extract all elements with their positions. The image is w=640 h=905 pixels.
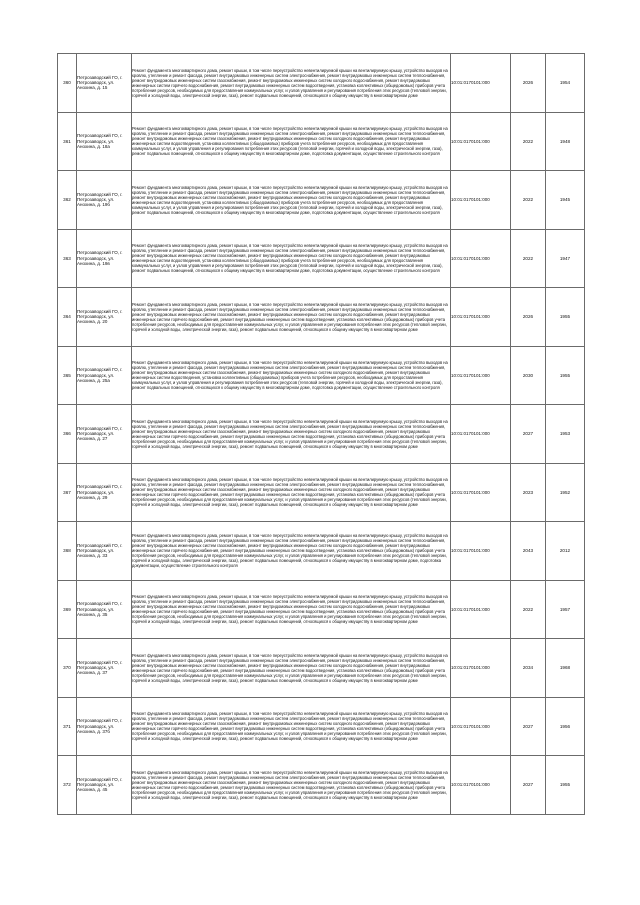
row-number: 363 [58,229,77,288]
row-cadastral-number: 10:01:0170101:000 [451,171,511,230]
row-cadastral-number: 10:01:0170101:000 [451,54,511,113]
row-built-year: 1945 [546,171,585,230]
row-number: 360 [58,54,77,113]
row-number: 371 [58,697,77,756]
row-planned-year: 2022 [511,112,546,171]
table-row [58,580,585,639]
row-planned-year: 2026 [511,54,546,113]
row-address: Петрозаводский ГО, г. Петрозаводск, ул. Анохина, д. 18а [77,112,132,171]
row-number: 372 [58,756,77,815]
row-planned-year: 2022 [511,229,546,288]
row-planned-year: 2030 [511,346,546,405]
row-built-year: 1954 [546,54,585,113]
row-cadastral-number: 10:01:0170101:000 [451,697,511,756]
row-planned-year: 2022 [511,580,546,639]
row-address: Петрозаводский ГО, г. Петрозаводск, ул. Анохина, д. 27 [77,405,132,464]
row-address: Петрозаводский ГО, г. Петрозаводск, ул. Анохина, д. 19в [77,229,132,288]
row-number: 370 [58,639,77,698]
row-address: Петрозаводский ГО, г. Петрозаводск, ул. Анохина, д. 29 [77,463,132,522]
row-number: 364 [58,288,77,347]
row-built-year: 1955 [546,288,585,347]
capital-repair-table [57,53,585,815]
table-row [58,171,585,230]
table-row [58,112,585,171]
row-works: Ремонт фундамента многоквартирного дома, ремонт крыши, в том числе переустройство невентилируемой крыши на вентилируемую крышу, устройство выходов на кровлю, утепление и ремонт фасада, ремонт внутридомовых инженерных систем электроснабжения, ремонт внутридомовых инженерных систем теплоснабжения, ремонт внутридомовых инженерных систем газоснабжения, ремонт внутридомовых инженерных систем холодного водоснабжения, ремонт внутридомовых инженерных систем горячего водоснабжения, ремонт внутридомовых инженерных систем водоотведения, установка коллективных (общедомовых) приборов учета потребления ресурсов, необходимых для предоставления коммунальных услуг, и узлов управления и регулирования потребления этих ресурсов (тепловой энергии, горячей и холодной воды, электрической энергии, газа), ремонт подвальных помещений, относящихся к общему имуществу в многоквартирном доме [132,756,451,815]
row-planned-year: 2034 [511,639,546,698]
row-cadastral-number: 10:01:0170101:000 [451,346,511,405]
table-row [58,522,585,581]
row-address: Петрозаводский ГО, г. Петрозаводск, ул. Анохина, д. 45 [77,756,132,815]
row-number: 361 [58,112,77,171]
row-number: 369 [58,580,77,639]
row-address: Петрозаводский ГО, г. Петрозаводск, ул. Анохина, д. 33 [77,522,132,581]
table-row [58,229,585,288]
row-built-year: 1953 [546,405,585,464]
row-address: Петрозаводский ГО, г. Петрозаводск, ул. Анохина, д. 15 [77,54,132,113]
row-planned-year: 2026 [511,288,546,347]
row-cadastral-number: 10:01:0170101:000 [451,463,511,522]
row-cadastral-number: 10:01:0170101:000 [451,522,511,581]
row-address: Петрозаводский ГО, г. Петрозаводск, ул. Анохина, д. 37 [77,639,132,698]
row-cadastral-number: 10:01:0170101:000 [451,112,511,171]
row-built-year: 2012 [546,522,585,581]
row-built-year: 1968 [546,639,585,698]
row-address: Петрозаводский ГО, г. Петрозаводск, ул. Анохина, д. 19б [77,171,132,230]
row-built-year: 1947 [546,229,585,288]
row-works: Ремонт фундамента многоквартирного дома, ремонт крыши, в том числе переустройство невентилируемой крыши на вентилируемую крышу, устройство выходов на кровлю, утепление и ремонт фасада, ремонт внутридомовых инженерных систем электроснабжения, ремонт внутридомовых инженерных систем теплоснабжения, ремонт внутридомовых инженерных систем газоснабжения, ремонт внутридомовых инженерных систем холодного водоснабжения, ремонт внутридомовых инженерных систем водоотведения, установка коллективных (общедомовых) приборов учета потребления ресурсов, необходимых для предоставления коммунальных услуг, и узлов управления и регулирования потребления этих ресурсов (тепловой энергии, горячей и холодной воды, электрической энергии, газа), ремонт подвальных помещений, относящихся к общему имуществу в многоквартирном доме, подготовка документации, осуществление строительного контроля [132,229,451,288]
row-planned-year: 2027 [511,697,546,756]
row-works: Ремонт фундамента многоквартирного дома, ремонт крыши, в том числе переустройство невентилируемой крыши на вентилируемую крышу, устройство выходов на кровлю, утепление и ремонт фасада, ремонт внутридомовых инженерных систем электроснабжения, ремонт внутридомовых инженерных систем теплоснабжения, ремонт внутридомовых инженерных систем газоснабжения, ремонт внутридомовых инженерных систем холодного водоснабжения, ремонт внутридомовых инженерных систем горячего водоснабжения, ремонт внутридомовых инженерных систем водоотведения, установка коллективных (общедомовых) приборов учета потребления ресурсов, необходимых для предоставления коммунальных услуг, и узлов управления и регулирования потребления этих ресурсов (тепловой энергии, горячей и холодной воды, электрической энергии, газа), ремонт подвальных помещений, относящихся к общему имуществу в многоквартирном доме, подготовка документации, осуществление строительного контроля [132,522,451,581]
row-cadastral-number: 10:01:0170101:000 [451,288,511,347]
row-planned-year: 2023 [511,463,546,522]
document-page [57,53,584,815]
table-row [58,288,585,347]
row-works: Ремонт фундамента многоквартирного дома, ремонт крыши, в том числе переустройство невентилируемой крыши на вентилируемую крышу, устройство выходов на кровлю, утепление и ремонт фасада, ремонт внутридомовых инженерных систем электроснабжения, ремонт внутридомовых инженерных систем теплоснабжения, ремонт внутридомовых инженерных систем газоснабжения, ремонт внутридомовых инженерных систем холодного водоснабжения, ремонт внутридомовых инженерных систем горячего водоснабжения, ремонт внутридомовых инженерных систем водоотведения, установка коллективных (общедомовых) приборов учета потребления ресурсов, необходимых для предоставления коммунальных услуг, и узлов управления и регулирования потребления этих ресурсов (тепловой энергии, горячей и холодной воды, электрической энергии, газа), ремонт подвальных помещений, относящихся к общему имуществу в многоквартирном доме [132,580,451,639]
row-built-year: 1955 [546,346,585,405]
row-number: 362 [58,171,77,230]
row-number: 365 [58,346,77,405]
table-body [58,54,585,815]
row-works: Ремонт фундамента многоквартирного дома, ремонт крыши, в том числе переустройство невентилируемой крыши на вентилируемую крышу, устройство выходов на кровлю, утепление и ремонт фасада, ремонт внутридомовых инженерных систем электроснабжения, ремонт внутридомовых инженерных систем теплоснабжения, ремонт внутридомовых инженерных систем газоснабжения, ремонт внутридомовых инженерных систем холодного водоснабжения, ремонт внутридомовых инженерных систем водоотведения, установка коллективных (общедомовых) приборов учета потребления ресурсов, необходимых для предоставления коммунальных услуг, и узлов управления и регулирования потребления этих ресурсов (тепловой энергии, горячей и холодной воды, электрической энергии, газа), ремонт подвальных помещений, относящихся к общему имуществу в многоквартирном доме, подготовка документации, осуществление строительного контроля [132,346,451,405]
row-works: Ремонт фундамента многоквартирного дома, ремонт крыши, в том числе переустройство невентилируемой крыши на вентилируемую крышу, устройство выходов на кровлю, утепление и ремонт фасада, ремонт внутридомовых инженерных систем электроснабжения, ремонт внутридомовых инженерных систем теплоснабжения, ремонт внутридомовых инженерных систем газоснабжения, ремонт внутридомовых инженерных систем холодного водоснабжения, ремонт внутридомовых инженерных систем горячего водоснабжения, ремонт внутридомовых инженерных систем водоотведения, установка коллективных (общедомовых) приборов учета потребления ресурсов, необходимых для предоставления коммунальных услуг, и узлов управления и регулирования потребления этих ресурсов (тепловой энергии, горячей и холодной воды, электрической энергии, газа), ремонт подвальных помещений, относящихся к общему имуществу в многоквартирном доме [132,288,451,347]
row-address: Петрозаводский ГО, г. Петрозаводск, ул. Анохина, д. 25а [77,346,132,405]
table-row [58,54,585,113]
row-built-year: 1956 [546,697,585,756]
table-row [58,405,585,464]
row-planned-year: 2043 [511,522,546,581]
row-works: Ремонт фундамента многоквартирного дома, ремонт крыши, в том числе переустройство невентилируемой крыши на вентилируемую крышу, устройство выходов на кровлю, утепление и ремонт фасада, ремонт внутридомовых инженерных систем электроснабжения, ремонт внутридомовых инженерных систем теплоснабжения, ремонт внутридомовых инженерных систем газоснабжения, ремонт внутридомовых инженерных систем холодного водоснабжения, ремонт внутридомовых инженерных систем водоотведения, установка коллективных (общедомовых) приборов учета потребления ресурсов, необходимых для предоставления коммунальных услуг, и узлов управления и регулирования потребления этих ресурсов (тепловой энергии, горячей и холодной воды, электрической энергии, газа), ремонт подвальных помещений, относящихся к общему имуществу в многоквартирном доме, подготовка документации, осуществление строительного контроля [132,171,451,230]
row-works: Ремонт фундамента многоквартирного дома, ремонт крыши, в том числе переустройство невентилируемой крыши на вентилируемую крышу, устройство выходов на кровлю, утепление и ремонт фасада, ремонт внутридомовых инженерных систем электроснабжения, ремонт внутридомовых инженерных систем теплоснабжения, ремонт внутридомовых инженерных систем газоснабжения, ремонт внутридомовых инженерных систем холодного водоснабжения, ремонт внутридомовых инженерных систем водоотведения, установка коллективных (общедомовых) приборов учета потребления ресурсов, необходимых для предоставления коммунальных услуг, и узлов управления и регулирования потребления этих ресурсов (тепловой энергии, горячей и холодной воды, электрической энергии, газа), ремонт подвальных помещений, относящихся к общему имуществу в многоквартирном доме, подготовка документации, осуществление строительного контроля [132,112,451,171]
row-planned-year: 2022 [511,171,546,230]
row-works: Ремонт фундамента многоквартирного дома, ремонт крыши, в том числе переустройство невентилируемой крыши на вентилируемую крышу, устройство выходов на кровлю, утепление и ремонт фасада, ремонт внутридомовых инженерных систем электроснабжения, ремонт внутридомовых инженерных систем теплоснабжения, ремонт внутридомовых инженерных систем газоснабжения, ремонт внутридомовых инженерных систем холодного водоснабжения, ремонт внутридомовых инженерных систем горячего водоснабжения, ремонт внутридомовых инженерных систем водоотведения, установка коллективных (общедомовых) приборов учета потребления ресурсов, необходимых для предоставления коммунальных услуг, и узлов управления и регулирования потребления этих ресурсов (тепловой энергии, горячей и холодной воды, электрической энергии, газа), ремонт подвальных помещений, относящихся к общему имуществу в многоквартирном доме [132,54,451,113]
row-works: Ремонт фундамента многоквартирного дома, ремонт крыши, в том числе переустройство невентилируемой крыши на вентилируемую крышу, устройство выходов на кровлю, утепление и ремонт фасада, ремонт внутридомовых инженерных систем электроснабжения, ремонт внутридомовых инженерных систем теплоснабжения, ремонт внутридомовых инженерных систем газоснабжения, ремонт внутридомовых инженерных систем холодного водоснабжения, ремонт внутридомовых инженерных систем горячего водоснабжения, ремонт внутридомовых инженерных систем водоотведения, установка коллективных (общедомовых) приборов учета потребления ресурсов, необходимых для предоставления коммунальных услуг, и узлов управления и регулирования потребления этих ресурсов (тепловой энергии, горячей и холодной воды, электрической энергии, газа), ремонт подвальных помещений, относящихся к общему имуществу в многоквартирном доме [132,405,451,464]
table-row [58,756,585,815]
row-works: Ремонт фундамента многоквартирного дома, ремонт крыши, в том числе переустройство невентилируемой крыши на вентилируемую крышу, устройство выходов на кровлю, утепление и ремонт фасада, ремонт внутридомовых инженерных систем электроснабжения, ремонт внутридомовых инженерных систем теплоснабжения, ремонт внутридомовых инженерных систем газоснабжения, ремонт внутридомовых инженерных систем холодного водоснабжения, ремонт внутридомовых инженерных систем горячего водоснабжения, ремонт внутридомовых инженерных систем водоотведения, установка коллективных (общедомовых) приборов учета потребления ресурсов, необходимых для предоставления коммунальных услуг, и узлов управления и регулирования потребления этих ресурсов (тепловой энергии, горячей и холодной воды, электрической энергии, газа), ремонт подвальных помещений, относящихся к общему имуществу в многоквартирном доме [132,697,451,756]
row-built-year: 1948 [546,112,585,171]
table-row [58,697,585,756]
row-built-year: 1957 [546,580,585,639]
table-row [58,639,585,698]
row-planned-year: 2027 [511,756,546,815]
row-number: 367 [58,463,77,522]
row-cadastral-number: 10:01:0170101:000 [451,229,511,288]
row-number: 366 [58,405,77,464]
table-row [58,463,585,522]
table-row [58,346,585,405]
row-built-year: 1952 [546,463,585,522]
row-built-year: 1955 [546,756,585,815]
row-works: Ремонт фундамента многоквартирного дома, ремонт крыши, в том числе переустройство невентилируемой крыши на вентилируемую крышу, устройство выходов на кровлю, утепление и ремонт фасада, ремонт внутридомовых инженерных систем электроснабжения, ремонт внутридомовых инженерных систем теплоснабжения, ремонт внутридомовых инженерных систем газоснабжения, ремонт внутридомовых инженерных систем холодного водоснабжения, ремонт внутридомовых инженерных систем горячего водоснабжения, ремонт внутридомовых инженерных систем водоотведения, установка коллективных (общедомовых) приборов учета потребления ресурсов, необходимых для предоставления коммунальных услуг, и узлов управления и регулирования потребления этих ресурсов (тепловой энергии, горячей и холодной воды, электрической энергии, газа), ремонт подвальных помещений, относящихся к общему имуществу в многоквартирном доме [132,463,451,522]
row-address: Петрозаводский ГО, г. Петрозаводск, ул. Анохина, д. 37б [77,697,132,756]
row-cadastral-number: 10:01:0170101:000 [451,639,511,698]
row-address: Петрозаводский ГО, г. Петрозаводск, ул. Анохина, д. 35 [77,580,132,639]
row-planned-year: 2027 [511,405,546,464]
row-cadastral-number: 10:01:0170101:000 [451,580,511,639]
row-works: Ремонт фундамента многоквартирного дома, ремонт крыши, в том числе переустройство невентилируемой крыши на вентилируемую крышу, устройство выходов на кровлю, утепление и ремонт фасада, ремонт внутридомовых инженерных систем электроснабжения, ремонт внутридомовых инженерных систем теплоснабжения, ремонт внутридомовых инженерных систем газоснабжения, ремонт внутридомовых инженерных систем холодного водоснабжения, ремонт внутридомовых инженерных систем горячего водоснабжения, ремонт внутридомовых инженерных систем водоотведения, установка коллективных (общедомовых) приборов учета потребления ресурсов, необходимых для предоставления коммунальных услуг, и узлов управления и регулирования потребления этих ресурсов (тепловой энергии, горячей и холодной воды, электрической энергии, газа), ремонт подвальных помещений, относящихся к общему имуществу в многоквартирном доме [132,639,451,698]
row-cadastral-number: 10:01:0170101:000 [451,756,511,815]
row-number: 368 [58,522,77,581]
row-cadastral-number: 10:01:0170101:000 [451,405,511,464]
row-address: Петрозаводский ГО, г. Петрозаводск, ул. Анохина, д. 20 [77,288,132,347]
